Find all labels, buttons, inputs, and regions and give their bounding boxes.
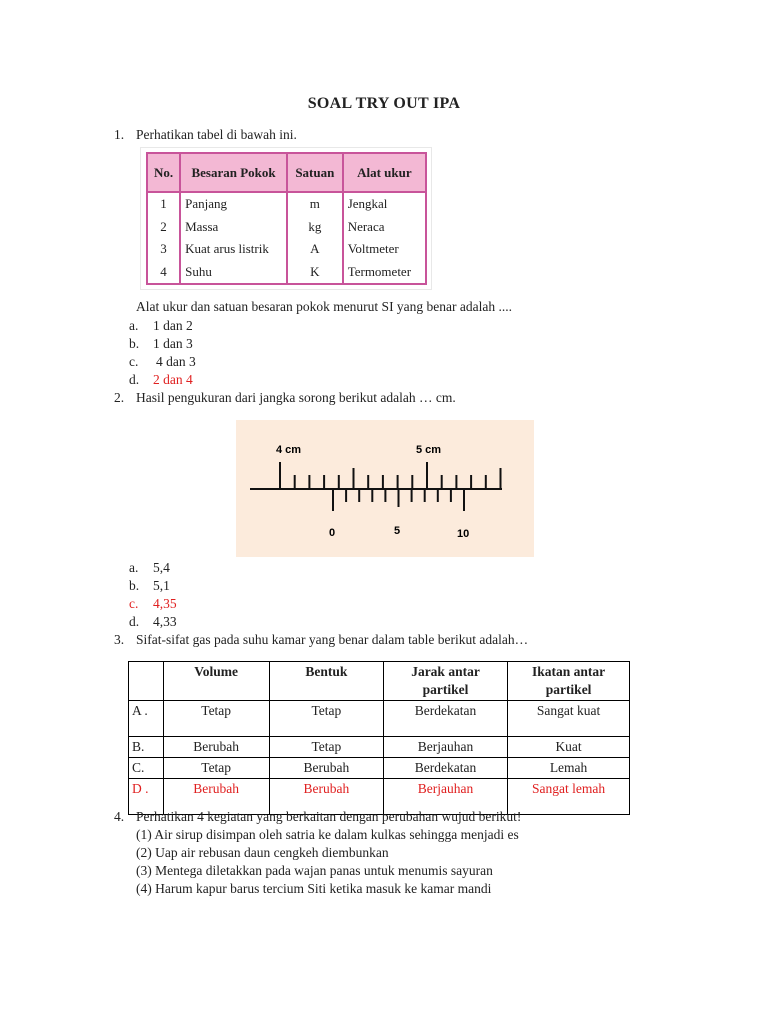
q1-option-letter: d. [129, 372, 140, 387]
q1-option-text: 1 dan 2 [153, 318, 193, 333]
q4-item: (2) Uap air rebusan daun cengkeh diembunkan [136, 845, 389, 860]
q1-option-text: 1 dan 3 [153, 336, 193, 351]
vernier-scale-label: 0 [329, 527, 336, 539]
table-header: Jarak antar partikel [383, 662, 507, 701]
table-cell: Tetap [269, 737, 383, 758]
table-header: Satuan [287, 153, 343, 192]
table-cell: A [287, 238, 343, 260]
q2-text: Hasil pengukuran dari jangka sorong berikut adalah … cm. [136, 390, 456, 405]
table-header: Volume [163, 662, 269, 701]
table-cell: Berubah [269, 779, 383, 815]
table-cell: kg [287, 216, 343, 238]
main-scale-ticks [280, 462, 501, 489]
table-cell: Tetap [163, 758, 269, 779]
table-row [147, 260, 426, 284]
q1-option-letter: b. [129, 336, 140, 351]
q4-item: (4) Harum kapur barus tercium Siti ketika masuk ke kamar mandi [136, 881, 492, 896]
table-cell: Berubah [163, 779, 269, 815]
table-row [129, 758, 630, 779]
q2-answer-option-text: 4,35 [153, 596, 177, 611]
q2-option-text: 5,4 [153, 560, 170, 575]
besaran-pokok-table [146, 152, 427, 285]
table-cell: 4 [147, 260, 180, 284]
vernier-scale-label: 10 [457, 528, 470, 540]
table-cell: Suhu [180, 260, 287, 284]
q3-text: Sifat-sifat gas pada suhu kamar yang benar dalam table berikut adalah… [136, 632, 529, 647]
vernier-scale-label: 5 [394, 525, 401, 537]
q1-text: Perhatikan tabel di bawah ini. [136, 127, 297, 142]
table-cell: Berjauhan [383, 779, 507, 815]
gas-properties-table [128, 661, 630, 815]
table-cell: Massa [180, 216, 287, 238]
q4-item: (1) Air sirup disimpan oleh satria ke dalam kulkas sehingga menjadi es [136, 827, 519, 842]
q1-option-letter: a. [129, 318, 139, 333]
table-row [129, 701, 630, 737]
table-cell: Voltmeter [347, 241, 399, 257]
q4-text: Perhatikan 4 kegiatan yang berkaitan dengan perubahan wujud berikut! [136, 809, 522, 824]
q1-question: Alat ukur dan satuan besaran pokok menurut SI yang benar adalah .... [136, 299, 513, 314]
vernier-caliper-svg [236, 420, 534, 557]
table-header: Besaran Pokok [180, 153, 287, 192]
table-cell: Panjang [180, 192, 287, 216]
table-cell: K [287, 260, 343, 284]
q1-number: 1. [114, 127, 125, 142]
table-row [147, 216, 426, 238]
table-cell: Sangat lemah [508, 779, 630, 815]
table-cell: 3 [147, 238, 180, 260]
table-cell: Lemah [508, 758, 630, 779]
table-row [147, 238, 426, 260]
table-cell: 2 [147, 216, 180, 238]
q2-option-letter: b. [129, 578, 140, 593]
table-cell: Tetap [269, 701, 383, 737]
row-label: B. [129, 737, 164, 758]
q2-answer-option-letter: c. [129, 596, 139, 611]
q1-option-letter: c. [129, 354, 139, 369]
row-label: A . [129, 701, 164, 737]
table-cell: Berubah [269, 758, 383, 779]
table-cell: Tetap [163, 701, 269, 737]
table-cell: 1 [147, 192, 180, 216]
table-cell: Neraca [347, 218, 385, 234]
q2-option-letter: d. [129, 614, 140, 629]
besaran-pokok-table-image [140, 147, 432, 290]
vernier-scale-ticks [333, 489, 464, 511]
q2-option-text: 4,33 [153, 614, 177, 629]
table-cell: Berubah [163, 737, 269, 758]
q2-number: 2. [114, 390, 125, 405]
q2-option-text: 5,1 [153, 578, 170, 593]
q4-item: (3) Mentega diletakkan pada wajan panas untuk menumis sayuran [136, 863, 493, 878]
table-row [129, 737, 630, 758]
q3-number: 3. [114, 632, 125, 647]
table-header: Ikatan antar partikel [508, 662, 630, 701]
q1-option-text: 4 dan 3 [156, 354, 196, 369]
table-cell: Termometer [347, 263, 412, 279]
table-header-empty [129, 662, 164, 701]
q4-number: 4. [114, 809, 125, 824]
table-cell: Berdekatan [383, 701, 507, 737]
table-row [147, 192, 426, 216]
table-header: Bentuk [269, 662, 383, 701]
q2-option-letter: a. [129, 560, 139, 575]
table-header: Alat ukur [343, 153, 426, 192]
vernier-caliper-image [236, 420, 534, 557]
table-cell: Jengkal [347, 196, 388, 212]
table-cell: Kuat [508, 737, 630, 758]
page-title: SOAL TRY OUT IPA [307, 95, 461, 112]
table-cell: m [287, 192, 343, 216]
table-cell: Berjauhan [383, 737, 507, 758]
main-scale-label: 5 cm [416, 444, 442, 456]
table-cell: Sangat kuat [508, 701, 630, 737]
row-label: C. [129, 758, 164, 779]
table-header: No. [147, 153, 180, 192]
table-cell: Kuat arus listrik [180, 238, 287, 260]
table-cell: Berdekatan [383, 758, 507, 779]
row-label: D . [129, 779, 164, 815]
q1-answer-option-text: 2 dan 4 [153, 372, 193, 387]
main-scale-label: 4 cm [276, 444, 302, 456]
